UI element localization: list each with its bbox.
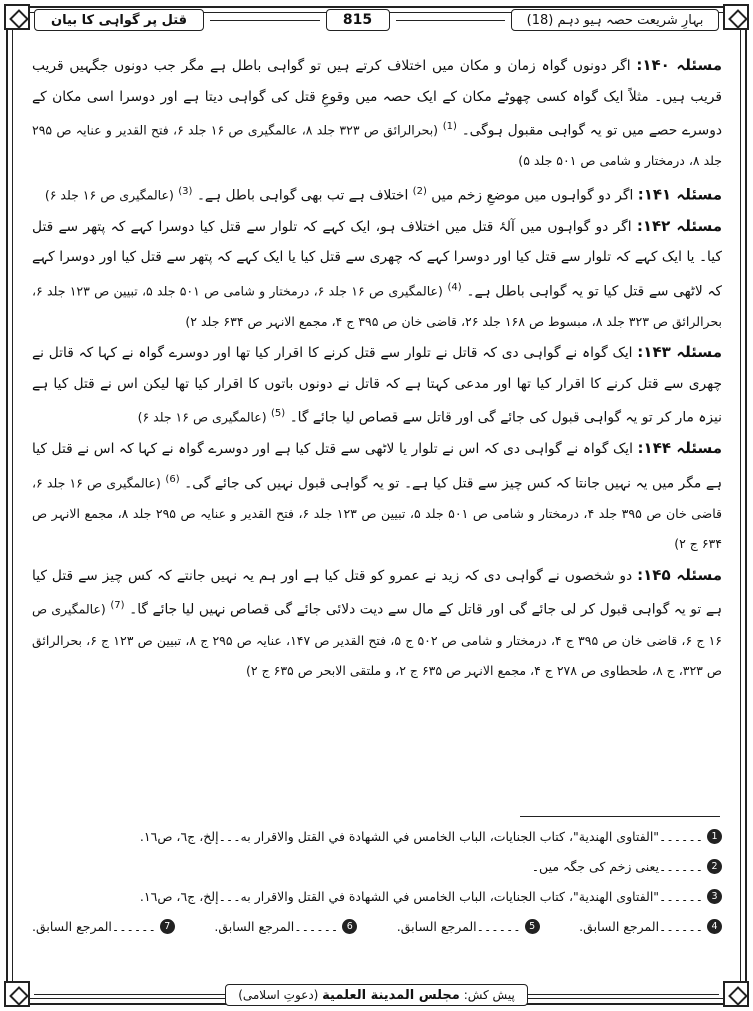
masala-140 bbox=[32, 50, 722, 177]
chapter-title: قتل پر گواہی کا بیان bbox=[34, 9, 204, 31]
masala-145 bbox=[32, 560, 722, 687]
publisher-box bbox=[225, 984, 528, 1006]
masala-reference: (عالمگیری ص ۱۶ ج ۶، قاضی خان ص ۳۹۵ ج ۴، درمختار و شامی ص ۵۰۲ ج ۵، فتح القدیر ص ۱۴۷، عنایہ ص ۲۹۵ ج ۸، تبیین ص ۱۲۳ ج ۶، بحرالرائق ص ۳۲۳، ج ۸، طحطاوی ص ۲۷۸ ج ۴، مجمع الانہر ص ۶۳۵ ج ۲، و ملتقی الابحر ص ۶۳۵ ج ۲) bbox=[32, 602, 722, 679]
masala-body: دو شخصوں نے گواہی دی کہ زید نے عمرو کو قتل کیا ہے اور ہم یہ نہیں جانتے کہ کس چیز سے قتل کیا ہے تو یہ گواہی قبول کر لی جائے گی اور قاتل کے مال سے دیت دلائی جائے گی قصاص نہیں لیا جائے گا۔ bbox=[32, 567, 722, 619]
footnote-item bbox=[32, 822, 722, 850]
masala-142 bbox=[32, 211, 722, 338]
footnote-number-badge: 5 bbox=[525, 919, 540, 934]
publisher-name: مجلس المدينة العلمية bbox=[322, 987, 460, 1003]
footnote-marker[interactable]: (2) bbox=[412, 185, 427, 197]
masala-141 bbox=[32, 177, 722, 211]
footnote-text: ۔۔۔۔۔۔المرجع السابق. bbox=[214, 918, 339, 934]
book-title: بہارِ شریعت حصہ ہیو دہم (18) bbox=[511, 9, 719, 31]
header-rule bbox=[396, 20, 506, 21]
footnote-marker[interactable]: (3) bbox=[178, 185, 193, 197]
masala-label: مسئلہ ۱۴۲: bbox=[636, 216, 722, 235]
footnote-marker[interactable]: (7) bbox=[110, 600, 125, 612]
masala-body: ایک گواہ نے گواہی دی کہ قاتل نے تلوار سے قتل کرنے کا اقرار کیا تھا اور دوسرے گواہ نے کہا کہ قاتل نے چھری سے قتل کرنے کا اقرار کیا تھا اور مدعی کہتا ہے کہ قاتل نے دونوں باتوں کا اقرار کیا تھا لیکن اس نے قتل کیا ہے نیزہ مار کر تو یہ گواہی قبول کی جائے گی اور قاتل سے قصاص لیا جائے گا۔ bbox=[32, 345, 722, 426]
footnote-marker[interactable]: (6) bbox=[165, 473, 180, 485]
footnote-separator bbox=[520, 816, 720, 817]
footnote-number-badge: 1 bbox=[707, 829, 722, 844]
corner-ornament-bottom-right bbox=[723, 981, 749, 1007]
footnote-item bbox=[397, 919, 540, 934]
masala-143 bbox=[32, 337, 722, 433]
masala-body: اگر دو گواہوں میں موضعِ زخم میں bbox=[431, 187, 634, 204]
masala-body: ایک گواہ نے گواہی دی کہ اس نے تلوار یا لاٹھی سے قتل کیا ہے اور دوسرے گواہ نے کہا کہ اس نے قتل کیا ہے مگر میں یہ نہیں جانتا کہ کس چیز سے قتل کیا ہے۔ تو یہ گواہی قبول نہیں کی جائے گی۔ bbox=[32, 441, 722, 492]
masala-reference: (عالمگیری ص ۱۶ جلد ۶، درمختار و شامی ص ۵۰۱ جلد ۵، تبیین ص ۱۲۳ جلد ۶، بحرالرائق ص ۳۲۳ جلد ۸، مبسوط ص ۱۶۸ جلد ۲۶، قاضی خان ص ۳۹۵ ج ۴، مجمع الانہر ص ۶۳۴ جلد ۲) bbox=[32, 283, 722, 329]
main-text bbox=[32, 50, 722, 687]
footnote-item bbox=[32, 852, 722, 880]
masala-label: مسئلہ ۱۴۱: bbox=[637, 185, 722, 204]
footnote-text: ۔۔۔۔۔۔"الفتاوى الهندية"، كتاب الجنايات، الباب الخامس في الشهادة في القتل والاقرار به۔۔۔إلخ، ج٦، ص١٦. bbox=[139, 888, 703, 904]
masala-label: مسئلہ ۱۴۴: bbox=[637, 439, 723, 458]
footnote-item bbox=[579, 919, 722, 934]
footnote-marker[interactable]: (4) bbox=[447, 281, 462, 293]
footnote-inline-row bbox=[32, 912, 722, 940]
footnote-text: ۔۔۔۔۔۔یعنی زخم کی جگہ میں۔ bbox=[531, 858, 703, 874]
masala-144 bbox=[32, 433, 722, 560]
footnote-text: ۔۔۔۔۔۔المرجع السابق. bbox=[579, 918, 703, 934]
footnote-marker[interactable]: (1) bbox=[442, 121, 457, 132]
corner-ornament-top-left bbox=[4, 4, 30, 30]
footnote-text: ۔۔۔۔۔۔المرجع السابق. bbox=[32, 918, 156, 934]
corner-ornament-bottom-left bbox=[4, 981, 30, 1007]
footnote-item bbox=[32, 882, 722, 910]
footnote-item bbox=[32, 919, 175, 934]
footnote-text: ۔۔۔۔۔۔"الفتاوى الهندية"، كتاب الجنايات، الباب الخامس في الشهادة في القتل والاقرار به۔۔۔إلخ، ج٦، ص١٦. bbox=[139, 828, 703, 844]
masala-body-continued: اختلاف ہے تب بھی گواہی باطل ہے۔ bbox=[196, 187, 409, 204]
masala-reference: (عالمگیری ص ۱۶ جلد ۶) bbox=[44, 187, 174, 203]
footnote-item bbox=[214, 919, 357, 934]
footnote-number-badge: 3 bbox=[707, 889, 722, 904]
footnote-number-badge: 6 bbox=[342, 919, 357, 934]
page-number: 815 bbox=[326, 9, 390, 31]
publisher-affiliation: (دعوتِ اسلامی) bbox=[238, 988, 319, 1002]
presenter-label: پیش کش: bbox=[463, 988, 515, 1002]
footnote-marker[interactable]: (5) bbox=[270, 408, 286, 420]
masala-reference: (عالمگیری ص ۱۶ جلد ۶، قاضی خان ص ۳۹۵ جلد ۴، درمختار و شامی ص ۵۰۱ جلد ۵، تبیین ص ۱۲۳ جلد ۶، فتح القدیر و عنایہ ص ۲۹۵ جلد ۸، مجمع الانہر ص ۶۳۴ ج ۲) bbox=[32, 475, 723, 552]
page-header bbox=[34, 8, 719, 32]
footnote-number-badge: 4 bbox=[707, 919, 722, 934]
corner-ornament-top-right bbox=[723, 4, 749, 30]
footnote-number-badge: 2 bbox=[707, 859, 722, 874]
masala-label: مسئلہ ۱۴۳: bbox=[637, 343, 722, 362]
masala-reference: (بحرالرائق ص ۳۲۳ جلد ۸، عالمگیری ص ۱۶ جلد ۶، فتح القدیر و عنایہ ص ۲۹۵ جلد ۸، درمختار و شامی ص ۵۰۱ جلد ۵) bbox=[32, 122, 722, 169]
footnote-text: ۔۔۔۔۔۔المرجع السابق. bbox=[396, 918, 521, 934]
footnotes-section bbox=[32, 822, 722, 940]
header-rule bbox=[210, 20, 320, 21]
masala-body: اگر دونوں گواہ زمان و مکان میں اختلاف کرتے ہیں تو گواہی باطل ہے مگر جب دونوں جگہیں قریب قریب ہیں۔ مثلاً ایک گواہ کسی چھوٹے مکان کے ایک حصہ میں وقوعِ قتل کی گواہی دیتا ہے اور دوسرا اسی مکان کے دوسرے حصے میں تو یہ گواہی مقبول ہوگی۔ bbox=[32, 58, 723, 139]
masala-body: اگر دو گواہوں میں آلۂ قتل میں اختلاف ہو، ایک کہے کہ تلوار سے قتل کیا دوسرا کہے کہ پتھر سے قتل کیا۔ یا ایک کہے کہ تلوار سے قتل کیا اور دوسرا کہے کہ چھری سے قتل کیا یا ایک کہے کہ پتھر سے قتل کیا اور دوسرا کہے کہ لاٹھی سے قتل کیا تو یہ گواہی باطل ہے۔ bbox=[32, 218, 722, 300]
footnote-number-badge: 7 bbox=[160, 919, 175, 934]
masala-label: مسئلہ ۱۴۵: bbox=[637, 565, 722, 584]
masala-reference: (عالمگیری ص ۱۶ جلد ۶) bbox=[137, 409, 267, 425]
masala-label: مسئلہ ۱۴۰: bbox=[636, 56, 723, 74]
page-footer bbox=[34, 984, 719, 1006]
